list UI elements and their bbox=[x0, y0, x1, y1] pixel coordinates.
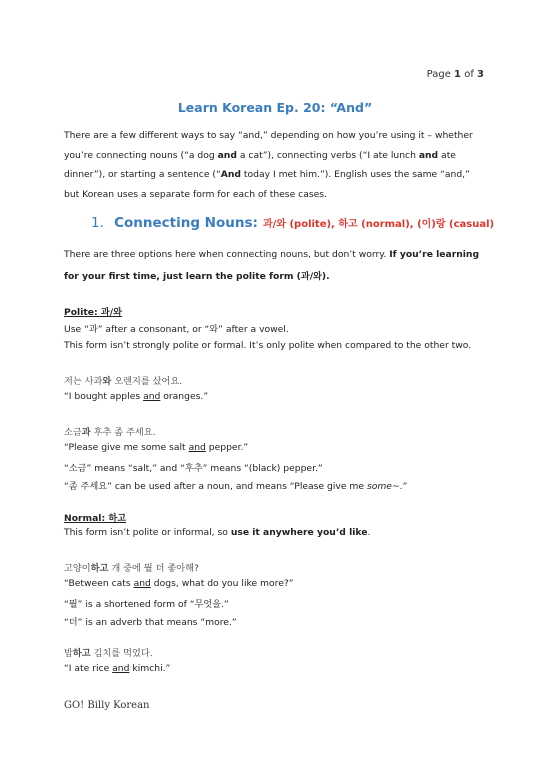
page-number: Page 1 of 3 bbox=[426, 69, 484, 80]
polite-note: This form isn’t strongly polite or formal. It’s only polite when compared to the other two. bbox=[64, 340, 472, 351]
normal-example-1-english: “Between cats and dogs, what do you like more?” bbox=[64, 578, 294, 589]
polite-heading: Polite: 과/와 bbox=[64, 307, 122, 318]
polite-rule: Use “과” after a consonant, or “와” after a vowel. bbox=[64, 324, 289, 335]
intro-paragraph: There are a few different ways to say “and,” depending on how you’re using it – whether you’re connecting nouns (“a dog and a cat”), connecting verbs (“I ate lunch and ate dinner”), or starting a sentence (“And today I met him.”). English uses the same “and,” but Korean uses a separate form for each of these cases. bbox=[64, 130, 473, 200]
normal-example-1-korean: 고양이하고 개 중에 뭘 더 좋아해? bbox=[64, 563, 199, 574]
normal-example-2-korean: 밥하고 김치를 먹었다. bbox=[64, 648, 153, 659]
polite-example-2-english: “Please give me some salt and pepper.” bbox=[64, 442, 249, 453]
polite-example-2-note-2: “좀 주세요” can be used after a noun, and means “Please give me some~.” bbox=[64, 481, 408, 492]
options-line-1: There are three options here when connecting nouns, but don’t worry. If you’re learning bbox=[64, 249, 480, 260]
options-line-2: for your first time, just learn the polite form (과/와). bbox=[64, 271, 330, 282]
normal-example-1-note-2: “더” is an adverb that means “more.” bbox=[64, 617, 237, 628]
normal-rule: This form isn’t polite or informal, so use it anywhere you’d like. bbox=[64, 527, 371, 538]
normal-example-1-note-1: “뭘” is a shortened form of “무엇을.” bbox=[64, 599, 229, 610]
polite-example-1-korean: 저는 사과와 오렌지를 샀어요. bbox=[64, 376, 183, 387]
normal-example-2-english: “I ate rice and kimchi.” bbox=[64, 663, 171, 674]
section-heading: 1. Connecting Nouns: 과/와 (polite), 하고 (normal), (이)랑 (casual) bbox=[91, 215, 495, 231]
polite-example-2-korean: 소금과 후추 좀 주세요. bbox=[64, 427, 156, 438]
document-title: Learn Korean Ep. 20: “And” bbox=[177, 100, 373, 115]
polite-example-1-english: “I bought apples and oranges.” bbox=[64, 391, 209, 402]
footer-brand: GO! Billy Korean bbox=[64, 700, 150, 711]
normal-heading: Normal: 하고 bbox=[64, 513, 127, 524]
polite-example-2-note-1: “소금” means “salt,” and “후추” means “(black) pepper.” bbox=[64, 463, 323, 474]
